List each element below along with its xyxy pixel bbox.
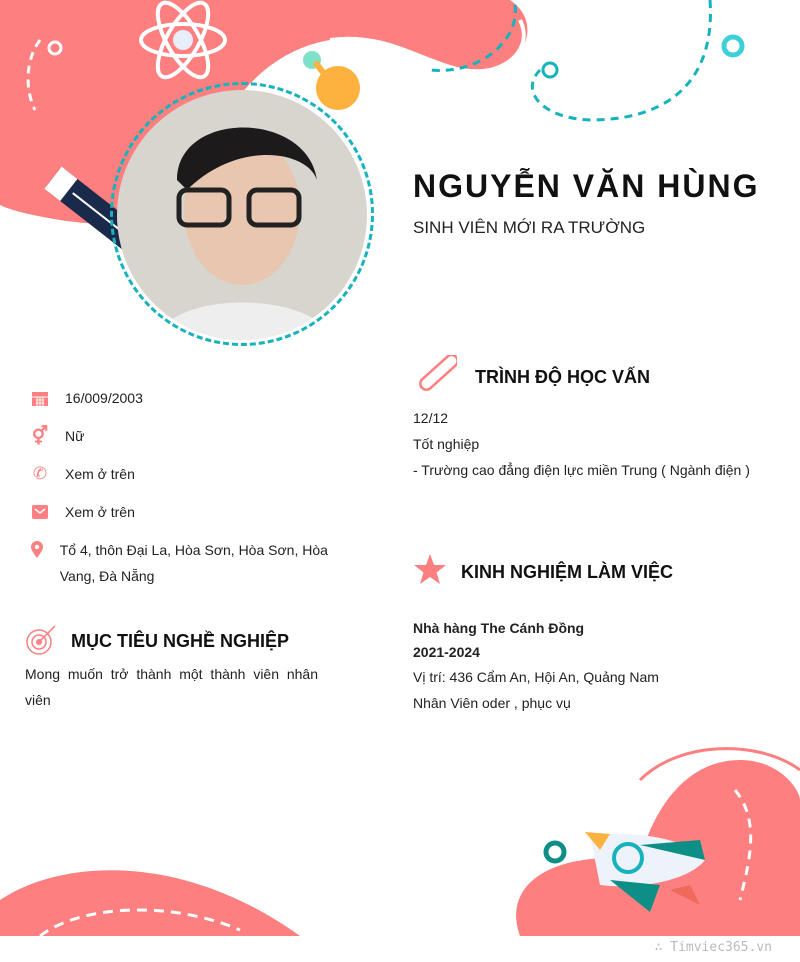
watermark: ∴ Timviec365.vn <box>654 940 772 955</box>
experience-location: Vị trí: 436 Cẩm An, Hội An, Quảng Nam <box>413 669 659 685</box>
paperclip-icon <box>415 355 457 400</box>
contact-dob: 16/009/2003 <box>30 388 143 411</box>
contact-address: Tổ 4, thôn Đại La, Hòa Sơn, Hòa Sơn, Hòa Vang, Đà Nẵng <box>30 540 330 589</box>
education-school: - Trường cao đẳng điện lực miền Trung ( Ngành điện ) <box>413 462 750 478</box>
objective-text: Mong muốn trở thành một thành viên nhân viên <box>25 666 318 708</box>
avatar <box>117 90 367 340</box>
education-status: Tốt nghiệp <box>413 436 480 452</box>
experience-position: Nhân Viên oder , phục vụ <box>413 695 571 711</box>
contact-email: Xem ở trên <box>30 502 135 525</box>
star-icon <box>413 553 447 592</box>
experience-company: Nhà hàng The Cánh Đồng <box>413 620 585 636</box>
experience-heading: KINH NGHIỆM LÀM VIỆC <box>413 553 673 592</box>
education-heading: TRÌNH ĐỘ HỌC VẤN <box>415 355 650 400</box>
objective-heading: MỤC TIÊU NGHỀ NGHIỆP <box>25 622 289 661</box>
candidate-name: NGUYỄN VĂN HÙNG <box>413 168 760 204</box>
candidate-role: SINH VIÊN MỚI RA TRƯỜNG <box>413 218 646 237</box>
gender-icon: ⚥ <box>31 425 49 446</box>
contact-gender: ⚥ Nữ <box>31 425 85 446</box>
experience-period: 2021-2024 <box>413 644 480 660</box>
location-icon <box>30 540 45 560</box>
phone-icon: ✆ <box>32 464 48 483</box>
contact-phone: ✆ Xem ở trên <box>30 464 135 487</box>
email-icon <box>30 502 50 522</box>
target-icon <box>25 622 59 661</box>
education-grade: 12/12 <box>413 410 449 426</box>
calendar-icon <box>30 388 50 408</box>
